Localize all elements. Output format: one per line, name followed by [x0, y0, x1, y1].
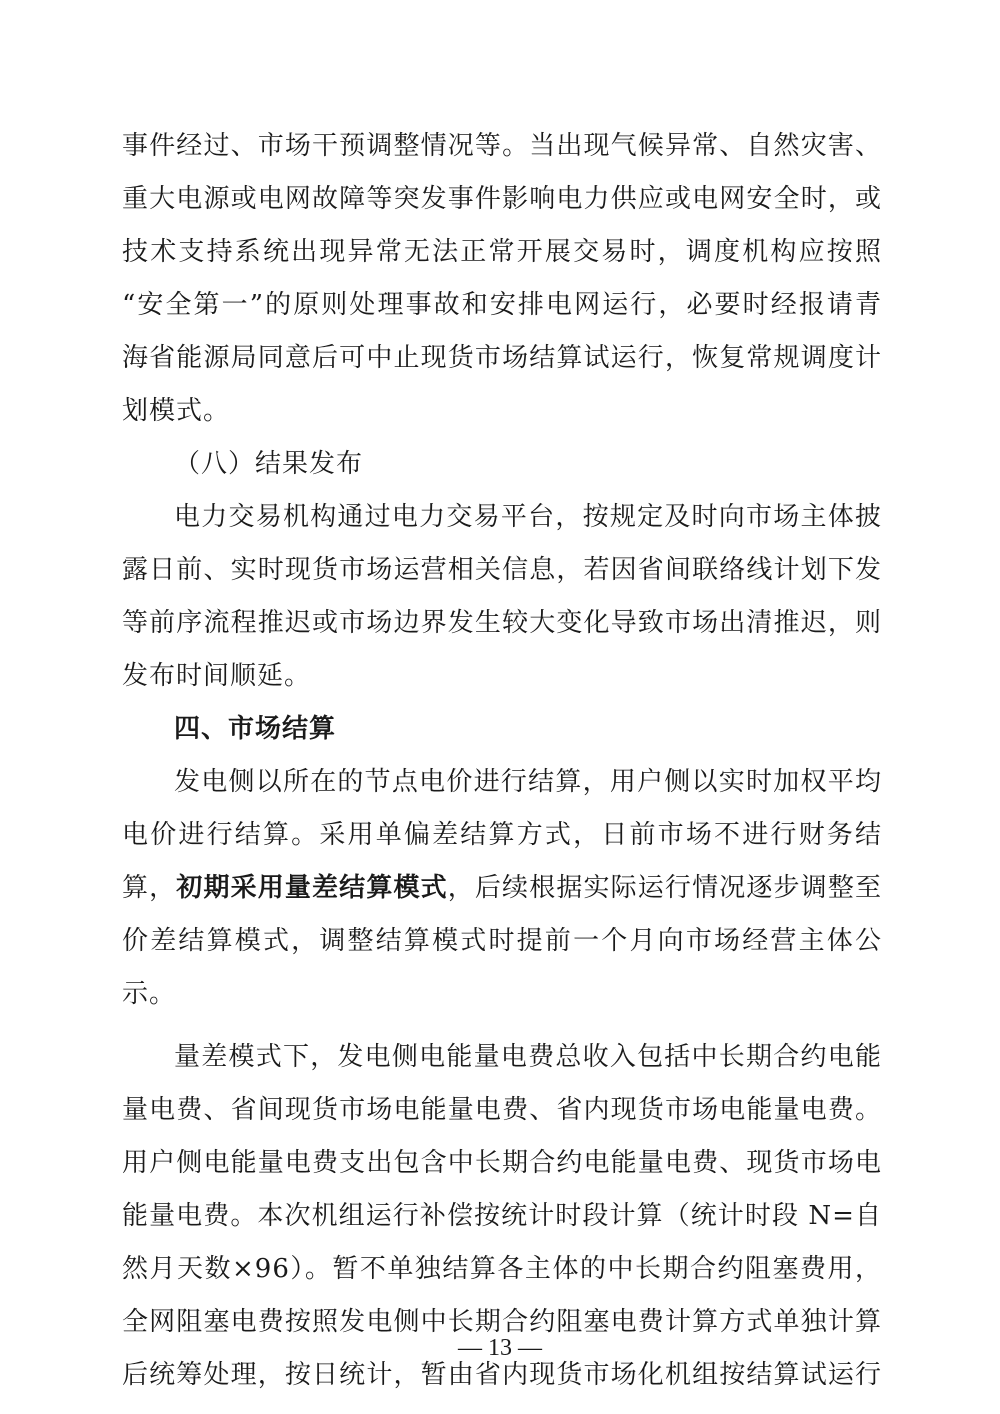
text-line — [122, 862, 882, 915]
text-line: 发布时间顺延。 — [122, 661, 312, 691]
text-span: 算， — [122, 873, 177, 903]
section-heading: （八）结果发布 — [174, 449, 364, 479]
text-line: 示。 — [122, 979, 177, 1009]
document-body — [122, 120, 882, 1402]
text-line: 重大电源或电网故障等突发事件影响电力供应或电网安全时，或 — [122, 184, 882, 214]
text-line: “安全第一”的原则处理事故和安排电网运行，必要时经报请青 — [122, 290, 882, 320]
text-line: 露日前、实时现货市场运营相关信息，若因省间联络线计划下发 — [122, 555, 882, 585]
text-line: 量电费、省间现货市场电能量电费、省内现货市场电能量电费。 — [122, 1095, 882, 1125]
text-line: 发电侧以所在的节点电价进行结算，用户侧以实时加权平均 — [174, 767, 882, 797]
text-line: 后统筹处理，按日统计，暂由省内现货市场化机组按结算试运行 — [122, 1360, 882, 1390]
text-line: 事件经过、市场干预调整情况等。当出现气候异常、自然灾害、 — [122, 131, 882, 161]
text-line: 用户侧电能量电费支出包含中长期合约电能量电费、现货市场电 — [122, 1148, 882, 1178]
text-line: 等前序流程推迟或市场边界发生较大变化导致市场出清推迟，则 — [122, 608, 882, 638]
section-heading: 四、市场结算 — [174, 714, 337, 744]
text-line: 海省能源局同意后可中止现货市场结算试运行，恢复常规调度计 — [122, 343, 882, 373]
page-number: — 13 — — [458, 1335, 542, 1361]
text-line: 电价进行结算。采用单偏差结算方式，日前市场不进行财务结 — [122, 820, 882, 850]
text-line: 价差结算模式，调整结算模式时提前一个月向市场经营主体公 — [122, 926, 882, 956]
text-line: 量差模式下，发电侧电能量电费总收入包括中长期合约电能 — [174, 1042, 882, 1072]
text-line: 全网阻塞电费按照发电侧中长期合约阻塞电费计算方式单独计算 — [122, 1307, 882, 1337]
bold-text: 初期采用量差结算模式 — [176, 873, 448, 903]
text-line: 能量电费。本次机组运行补偿按统计时段计算（统计时段 N=自 — [122, 1201, 882, 1231]
paragraph — [122, 491, 882, 703]
text-span: ，后续根据实际运行情况逐步调整至 — [447, 873, 882, 903]
paragraph — [122, 756, 882, 1021]
text-line: 技术支持系统出现异常无法正常开展交易时，调度机构应按照 — [122, 237, 882, 267]
paragraph — [122, 120, 882, 438]
text-line: 划模式。 — [122, 396, 231, 426]
text-line: 然月天数×96）。暂不单独结算各主体的中长期合约阻塞费用， — [122, 1254, 882, 1284]
text-line: 电力交易机构通过电力交易平台，按规定及时向市场主体披 — [174, 502, 882, 532]
